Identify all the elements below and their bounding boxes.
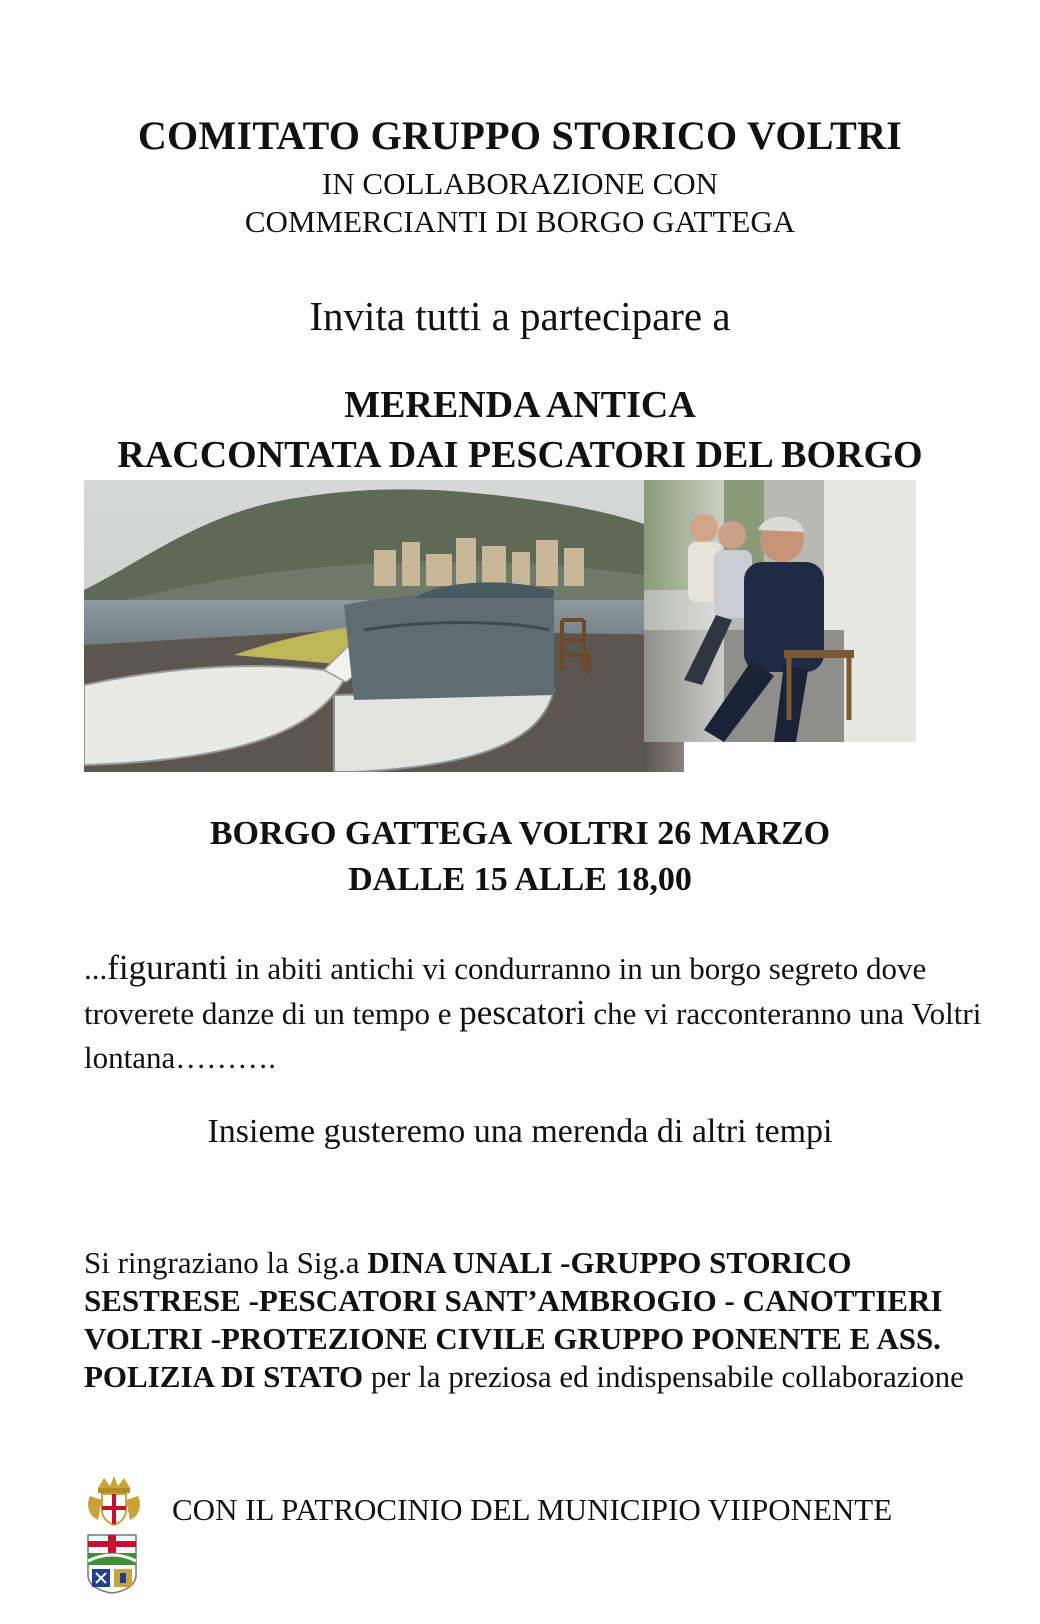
- description-pescatori: pescatori: [459, 993, 586, 1032]
- event-title-line-2: RACCONTATA DAI PESCATORI DEL BORGO: [117, 434, 923, 476]
- acknowledgements: [84, 1244, 984, 1396]
- organizer-title: COMITATO GRUPPO STORICO VOLTRI: [137, 113, 903, 158]
- description-ellipsis: ...: [84, 951, 108, 986]
- genoa-coat-of-arms-icon: [84, 1474, 144, 1526]
- patronage-text: CON IL PATROCINIO DEL MUNICIPIO VIIPONENTE: [172, 1492, 893, 1527]
- event-date-line: BORGO GATTEGA VOLTRI 26 MARZO: [209, 815, 831, 852]
- event-description: [84, 946, 984, 1080]
- collaboration-line-2: COMMERCIANTI DI BORGO GATTEGA: [244, 204, 796, 239]
- fishing-village-photo: [84, 480, 916, 772]
- description-text-2: che vi racconteranno una Voltri lontana……….: [84, 996, 982, 1075]
- event-title-line-1: MERENDA ANTICA: [344, 384, 696, 426]
- description-figuranti: figuranti: [107, 948, 228, 987]
- thanks-intro: Si ringraziano la Sig.a: [84, 1245, 368, 1280]
- invitation-text: Invita tutti a partecipare a: [309, 293, 731, 339]
- closing-line: Insieme gusteremo una merenda di altri tempi: [207, 1113, 833, 1150]
- municipio-ponente-coat-of-arms-icon: [84, 1531, 140, 1594]
- description-text-1: in abiti antichi vi condurranno in un borgo segreto dove troverete danze di un tempo e: [84, 951, 927, 1031]
- thanks-names: DINA UNALI -GRUPPO STORICO SESTRESE -PESCATORI SANT’AMBROGIO - CANOTTIERI VOLTRI -PROTEZIONE CIVILE GRUPPO PONENTE E ASS. POLIZIA DI STATO: [84, 1245, 943, 1394]
- collaboration-line-1: IN COLLABORAZIONE CON: [321, 166, 719, 201]
- event-time-line: DALLE 15 ALLE 18,00: [348, 861, 692, 898]
- thanks-outro: per la preziosa ed indispensabile collaborazione: [363, 1359, 964, 1394]
